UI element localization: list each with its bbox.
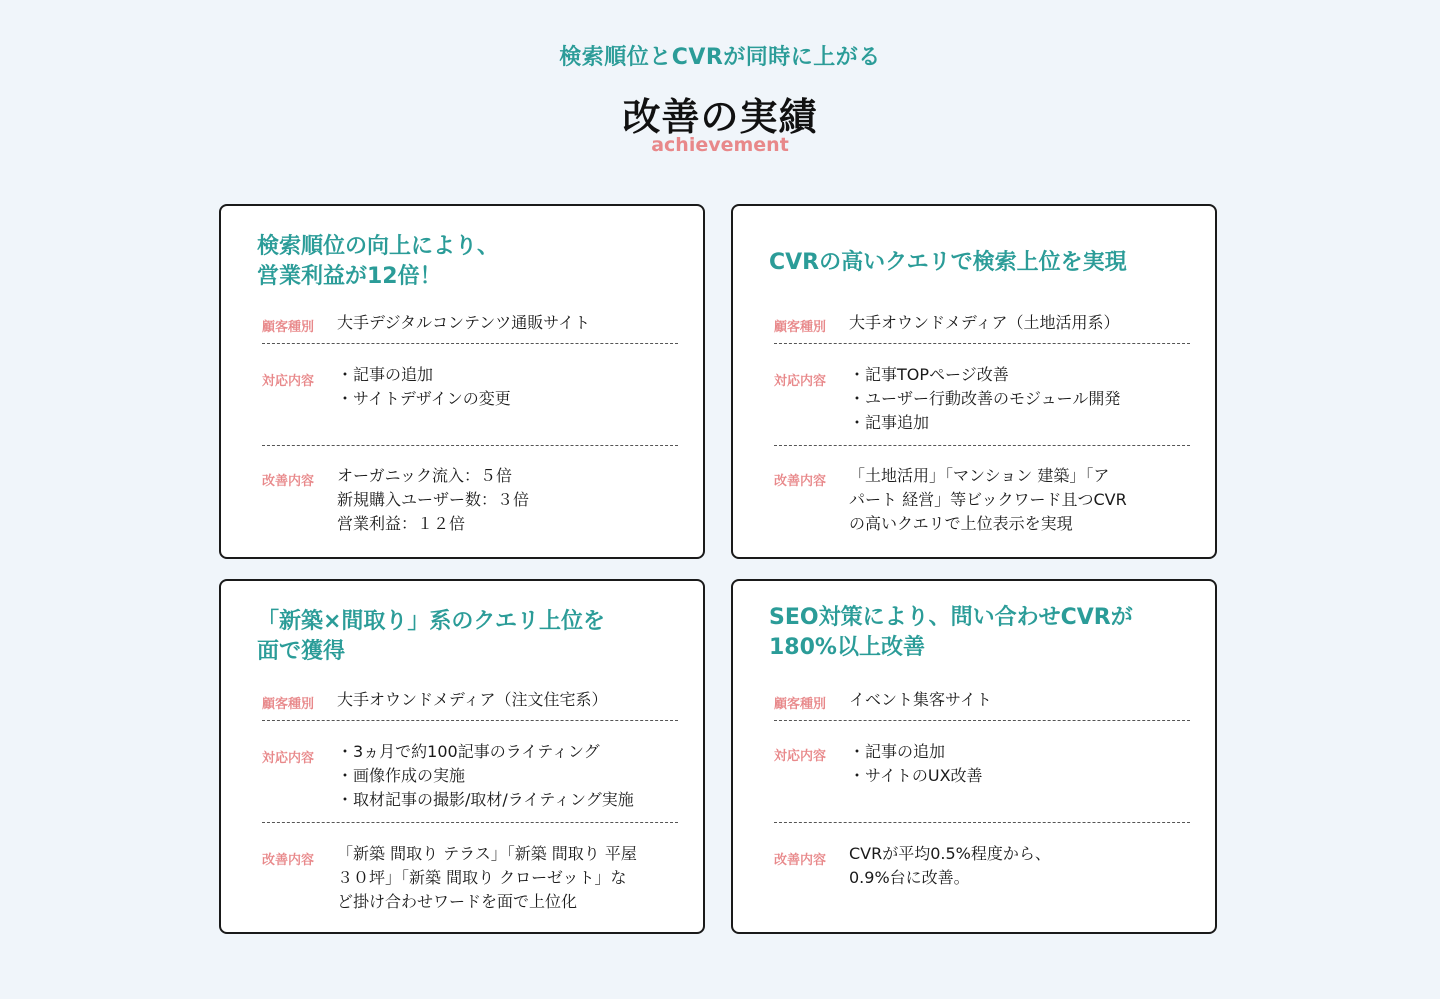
- results-value: 「新築 間取り テラス」「新築 間取り 平屋 ３０坪」「新築 間取り クローゼット」な ど掛け合わせワードを面で上位化: [337, 844, 637, 911]
- client-type-label: 顧客種別: [774, 320, 827, 335]
- eyebrow-heading: 検索順位とCVRが同時に上がる: [559, 45, 881, 70]
- results-label: 改善内容: [774, 853, 827, 868]
- results-label: 改善内容: [774, 474, 827, 489]
- actions-label: 対応内容: [262, 751, 315, 766]
- card-title: 検索順位の向上により、 営業利益が12倍！: [257, 234, 500, 289]
- divider: [774, 445, 1190, 446]
- actions-value: ・記事の追加 ・サイトデザインの変更: [337, 365, 511, 408]
- card-title: SEO対策により、問い合わせCVRが 180%以上改善: [769, 605, 1133, 660]
- card-title: 「新築×間取り」系のクエリ上位を 面で獲得: [257, 609, 605, 664]
- actions-label: 対応内容: [774, 749, 827, 764]
- actions-label: 対応内容: [774, 374, 827, 389]
- client-type-value: 大手オウンドメディア（注文住宅系）: [337, 690, 608, 709]
- results-value: 「土地活用」「マンション 建築」「ア パート 経営」等ビックワード且つCVR の高いクエリで上位表示を実現: [849, 466, 1127, 533]
- case-card-2: [731, 204, 1217, 559]
- case-card-1: [219, 204, 705, 559]
- page-subtitle: achievement: [651, 134, 789, 156]
- results-label: 改善内容: [262, 474, 315, 489]
- results-value: オーガニック流入：５倍 新規購入ユーザー数：３倍 営業利益：１２倍: [337, 466, 530, 533]
- divider: [262, 445, 678, 446]
- client-type-label: 顧客種別: [262, 697, 315, 712]
- client-type-label: 顧客種別: [262, 320, 315, 335]
- divider: [262, 822, 678, 823]
- divider: [262, 343, 678, 344]
- divider: [774, 343, 1190, 344]
- divider: [262, 720, 678, 721]
- actions-value: ・記事TOPページ改善 ・ユーザー行動改善のモジュール開発 ・記事追加: [849, 365, 1121, 432]
- case-card-4: [731, 579, 1217, 934]
- results-label: 改善内容: [262, 853, 315, 868]
- client-type-value: 大手デジタルコンテンツ通販サイト: [337, 313, 591, 332]
- results-value: CVRが平均0.5%程度から、 0.9%台に改善。: [849, 844, 1051, 887]
- case-card-3: [219, 579, 705, 934]
- divider: [774, 720, 1190, 721]
- page-title: 改善の実績: [622, 95, 818, 139]
- card-title: CVRの高いクエリで検索上位を実現: [769, 250, 1127, 275]
- client-type-label: 顧客種別: [774, 697, 827, 712]
- client-type-value: 大手オウンドメディア（土地活用系）: [849, 313, 1120, 332]
- client-type-value: イベント集客サイト: [849, 690, 992, 709]
- actions-label: 対応内容: [262, 374, 315, 389]
- actions-value: ・記事の追加 ・サイトのUX改善: [849, 742, 983, 785]
- divider: [774, 822, 1190, 823]
- actions-value: ・3ヵ月で約100記事のライティング ・画像作成の実施 ・取材記事の撮影/取材/ライティング実施: [337, 742, 634, 809]
